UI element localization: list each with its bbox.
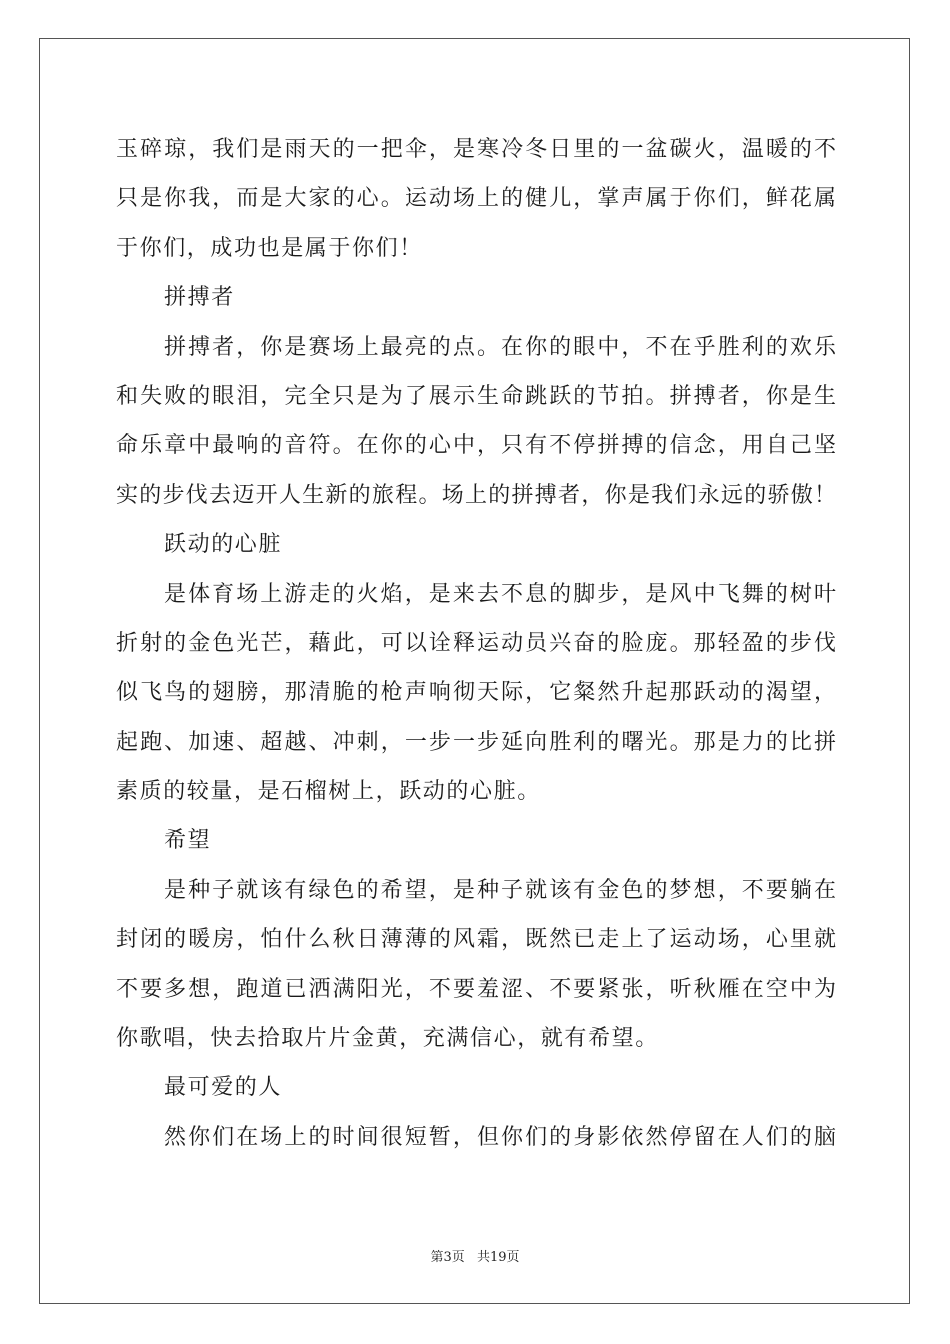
paragraph-line: 是种子就该有绿色的希望，是种子就该有金色的梦想，不要躺在 — [164, 877, 836, 903]
paragraph-line: 实的步伐去迈开人生新的旅程。场上的拼搏者，你是我们永远的骄傲！ — [116, 482, 836, 508]
paragraph-line: 于你们，成功也是属于你们！ — [116, 235, 423, 261]
paragraph-line: 然你们在场上的时间很短暂，但你们的身影依然停留在人们的脑 — [164, 1124, 836, 1150]
section-heading: 跃动的心脏 — [164, 532, 283, 558]
paragraph-line: 你歌唱，快去拾取片片金黄，充满信心，就有希望。 — [116, 1026, 659, 1052]
paragraph-line: 起跑、加速、超越、冲刺，一步一步延向胜利的曙光。那是力的比拼 — [116, 729, 836, 755]
paragraph-line: 只是你我，而是大家的心。运动场上的健儿，掌声属于你们，鲜花属 — [116, 186, 836, 212]
page-total: 共19页 — [476, 1250, 520, 1265]
section-heading: 希望 — [164, 828, 212, 854]
paragraph-line: 折射的金色光芒，藉此，可以诠释运动员兴奋的脸庞。那轻盈的步伐 — [116, 630, 836, 656]
page-footer — [0, 1246, 950, 1265]
section-heading: 最可爱的人 — [164, 1075, 283, 1101]
paragraph-line: 是体育场上游走的火焰，是来去不息的脚步，是风中飞舞的树叶 — [164, 581, 836, 607]
document-body — [116, 125, 836, 1162]
paragraph-line: 不要多想，跑道已洒满阳光，不要羞涩、不要紧张，听秋雁在空中为 — [116, 976, 836, 1002]
paragraph-line: 玉碎琼，我们是雨天的一把伞，是寒冷冬日里的一盆碳火，温暖的不 — [116, 137, 836, 162]
paragraph-line: 拼搏者，你是赛场上最亮的点。在你的眼中，不在乎胜利的欢乐 — [164, 334, 836, 360]
paragraph-line: 素质的较量，是石榴树上，跃动的心脏。 — [116, 779, 541, 805]
paragraph-line: 命乐章中最响的音符。在你的心中，只有不停拼搏的信念，用自己坚 — [116, 433, 836, 459]
paragraph-line: 封闭的暖房，怕什么秋日薄薄的风霜，既然已走上了运动场，心里就 — [116, 927, 836, 953]
page-number: 第3页 — [430, 1250, 465, 1265]
paragraph-line: 似飞鸟的翅膀，那清脆的枪声响彻天际，它粲然升起那跃动的渴望， — [116, 680, 836, 706]
section-heading: 拼搏者 — [164, 285, 235, 311]
paragraph-line: 和失败的眼泪，完全只是为了展示生命跳跃的节拍。拼搏者，你是生 — [116, 383, 836, 409]
